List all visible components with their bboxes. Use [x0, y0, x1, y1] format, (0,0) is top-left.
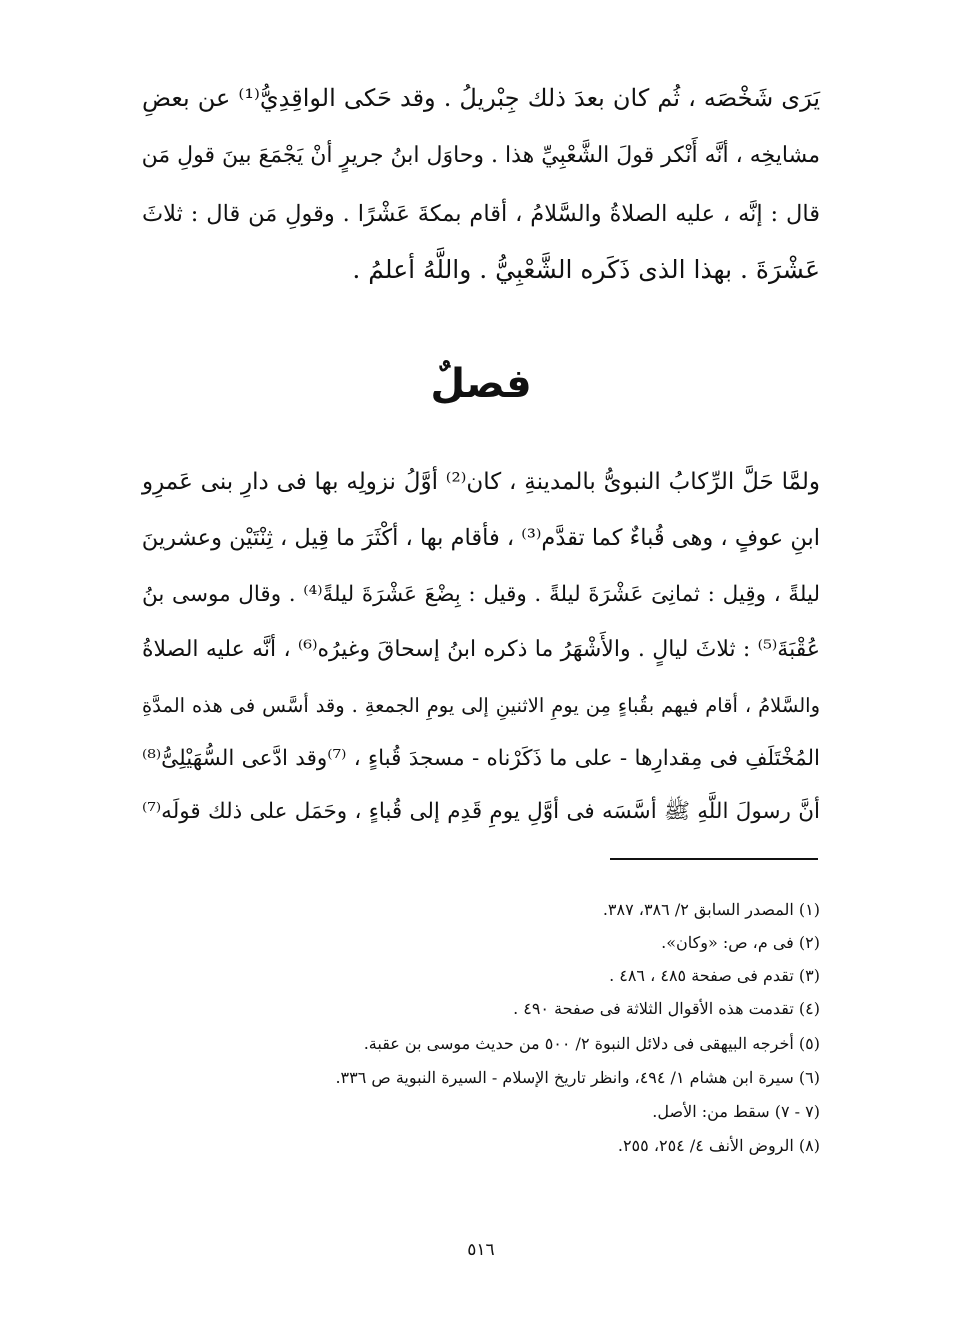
text-line: ليلةً ، وقِيل : ثمانِىَ عَشْرَةَ ليلةً . وقيل : بِضْعَ عَشْرَةَ ليلةً⁽⁴⁾ . وقال موسى بنُ — [142, 582, 820, 607]
footnote: (٣) تقدم فى صفحة ٤٨٥ ، ٤٨٦ . — [609, 966, 820, 985]
text-line: عُقْبَةَ⁽⁵⁾ : ثلاثَ ليالٍ . والأَشْهَرُ ما ذكره ابنُ إسحاقَ وغيرُه⁽⁶⁾ ، أنَّه عليه الصلاةُ — [142, 637, 820, 662]
footnote: (٧ - ٧) سقط من: الأصل. — [652, 1102, 820, 1121]
footnote-divider — [610, 858, 818, 860]
text-line: عَشْرَةَ . بهذا الذى ذَكَره الشَّعْبِيُّ . واللَّهُ أعلمُ . — [352, 255, 820, 284]
text-line: يَرَى شَخْصَه ، ثُم كان بعدَ ذلك جِبْريلُ . وقد حَكى الواقِدِيُّ⁽¹⁾ عن بعضِ — [142, 84, 821, 112]
text-line: والسَّلامُ ، أقام فيهم بقُباءٍ مِن يومِ الاثنينِ إلى يومِ الجمعةِ . وقد أسَّس فى هذه المدَّةِ — [142, 694, 820, 717]
footnote: (٥) أخرجه البيهقى فى دلائل النبوة ٢/ ٥٠٠ من حديث موسى بن عقبة. — [363, 1034, 820, 1053]
text-line: ابنِ عوفٍ ، وهى قُباءٌ كما تقدَّم⁽³⁾ ، فأقام بها ، أكْثَرَ ما قِيل ، ثِنْتَيْن وعشرينَ — [141, 525, 820, 551]
text-line: المُخْتَلَفِ فى مِقدارِها - على ما ذَكَرْناه - مسجدَ قُباءٍ ، ⁽⁷⁾وقد ادَّعى السُّهَيْلِىُّ⁽⁸⁾ — [142, 746, 820, 771]
text-line: أنَّ رسولَ اللَّهِ ﷺ أسَّسَه فى أوَّلِ يومِ قَدِم إلى قُباءٍ ، وحَمَل على ذلك قولَه⁽⁷⁾ — [142, 799, 820, 824]
footnote: (١) المصدر السابق ٢/ ٣٨٦، ٣٨٧. — [602, 900, 820, 919]
text-line: قال : إنَّه ، عليه الصلاةُ والسَّلامُ ، أقام بمكةَ عَشْرًا . وقولِ مَن قال : ثلاثَ — [142, 201, 820, 227]
footnote: (٤) تقدمت هذه الأقوال الثلاثة فى صفحة ٤٩٠ . — [513, 999, 820, 1018]
footnote: (٦) سيرة ابن هشام ١/ ٤٩٤، وانظر تاريخ الإسلام - السيرة النبوية ص ٣٣٦. — [335, 1068, 820, 1087]
footnote: (٢) فى م، ص: «وكان». — [661, 933, 820, 952]
footnote: (٨) الروض الأنف ٤/ ٢٥٤، ٢٥٥. — [617, 1136, 820, 1155]
page-number: ٥١٦ — [467, 1240, 495, 1260]
text-line: مشايخِه ، أنَّه أَنْكر قولَ الشَّعْبِيِّ هذا . وحاوَل ابنُ جريرٍ أنْ يَجْمَعَ بينَ قولِ مَن — [141, 143, 820, 168]
text-line: ولمَّا حَلَّ الرِّكابُ النبوىُّ بالمدينةِ ، كان⁽²⁾ أوَّلُ نزولِه بها فى دارِ بنى عَمرِو — [142, 469, 820, 495]
section-heading: فصلٌ — [430, 361, 532, 407]
